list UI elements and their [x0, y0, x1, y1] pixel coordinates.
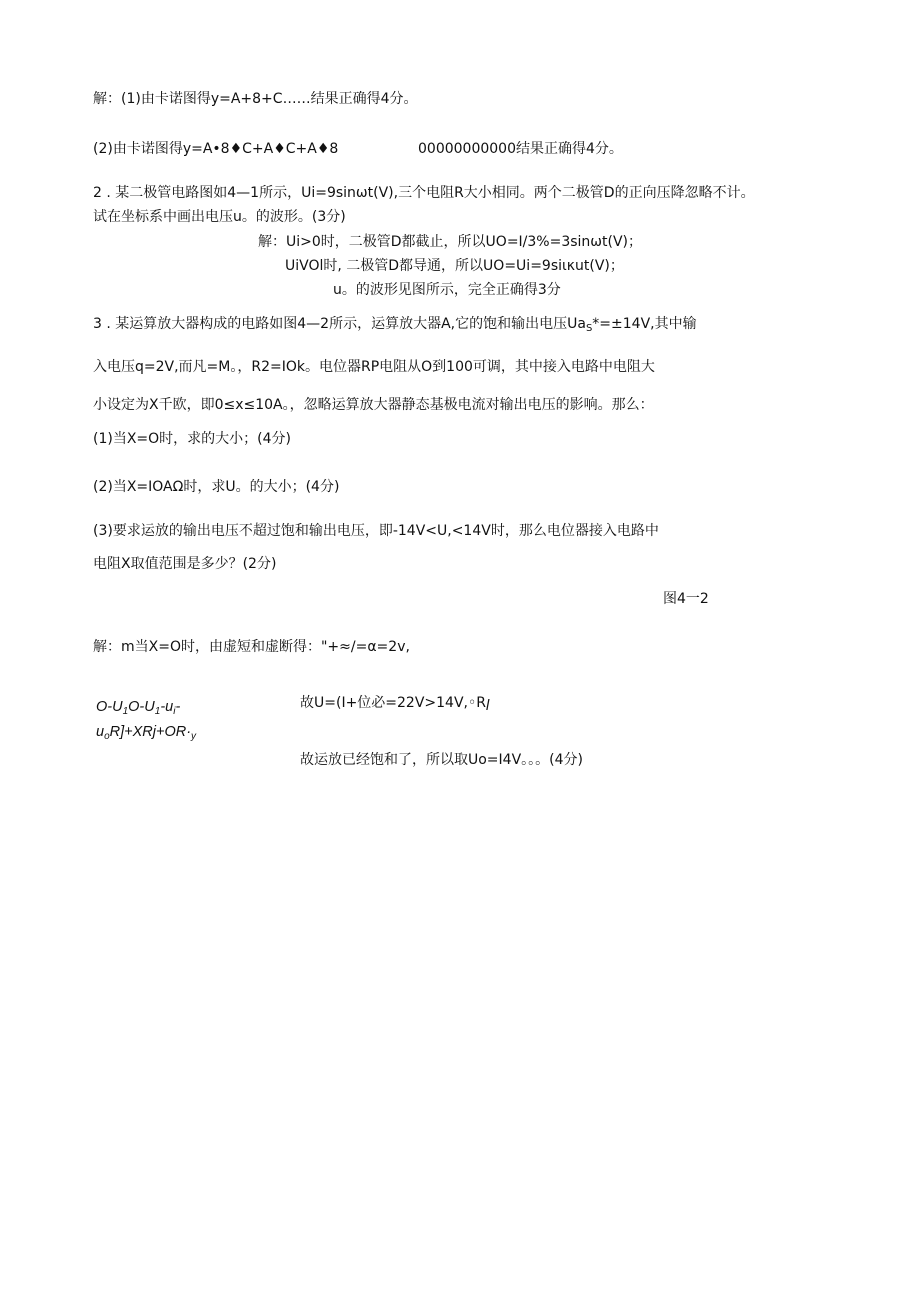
question-3-line-1-tail: *=±14V,其中输: [592, 316, 697, 332]
formula-sub-5: o: [104, 731, 110, 742]
solution-result-sub: l: [485, 698, 490, 714]
question-3-line-3: 小设定为X千欧，即0≤x≤10A。，忽略运算放大器静态基极电流对输出电压的影响。那么：: [93, 397, 654, 413]
formula-sub-3: i: [173, 706, 176, 717]
formula-sub-1: 1: [122, 706, 129, 717]
subscript-s: S: [585, 323, 593, 334]
question-3-part-1: (1)当X=O时，求的大小；(4分): [93, 431, 292, 447]
question-2-line-1: 2 . 某二极管电路图如4—1所示，Ui=9sinωt(V),三个电阻R大小相同。两个二极管D的正向压降忽略不计。: [93, 185, 755, 201]
formula-sub-6: y: [191, 731, 197, 742]
question-2-solution-3: u。的波形见图所示，完全正确得3分: [333, 282, 561, 298]
formula-term-4: -: [175, 699, 181, 715]
formula-line-1: [96, 698, 180, 716]
answer-line-2-score: 00000000000结果正确得4分。: [418, 141, 623, 157]
formula-sub-2: 1: [154, 706, 161, 717]
question-2-line-2: 试在坐标系中画出电压u。的波形。(3分): [93, 209, 346, 225]
solution-result-line-1: [300, 694, 489, 712]
question-3-part-2: (2)当X=IOAΩ时，求U。的大小；(4分): [93, 479, 340, 495]
formula-term-3: -u: [160, 699, 174, 715]
solution-result-text: 故U=(I+位必=22V>14V,◦R: [300, 695, 486, 711]
question-2-solution-1: 解：Ui>0时，二极管D都截止，所以UO=I/3%=3sinωt(V)；: [258, 234, 643, 250]
formula-line-2: [96, 723, 196, 741]
formula-term-5: u: [96, 724, 105, 740]
solution-result-line-2: 故运放已经饱和了，所以取Uo=I4V。。。(4分): [300, 752, 583, 768]
answer-line-1: 解：(1)由卡诺图得y=A+8+C……结果正确得4分。: [93, 91, 418, 107]
question-3-part-3: (3)要求运放的输出电压不超过饱和输出电压，即-14V<U,<14V时，那么电位器接入电路中: [93, 523, 659, 539]
question-3-line-2: 入电压q=2V,而凡=M。，R2=IOk。电位器RP电阻从O到100可调，其中接入电路中电阻大: [93, 359, 655, 375]
formula-term-2: O-U: [128, 699, 155, 715]
formula-term-1: O-U: [96, 699, 123, 715]
question-3-part-3-cont: 电阻X取值范围是多少？(2分): [93, 556, 277, 572]
formula-term-6: R]+XRj+OR·: [109, 724, 192, 740]
question-3-line-1: [93, 315, 697, 333]
answer-line-2: (2)由卡诺图得y=A•8♦C+A♦C+A♦8: [93, 141, 339, 157]
figure-caption: 图4一2: [663, 591, 709, 607]
question-3-solution-intro: 解：m当X=O时，由虚短和虚断得："+≈/=α=2v,: [93, 639, 410, 655]
question-2-solution-2: UiVOl时, 二极管D都导通，所以UO=Ui=9siικut(V)；: [285, 258, 624, 274]
question-3-line-1-text: 3 . 某运算放大器构成的电路如图4—2所示，运算放大器A,它的饱和输出电压Ua: [93, 316, 586, 332]
